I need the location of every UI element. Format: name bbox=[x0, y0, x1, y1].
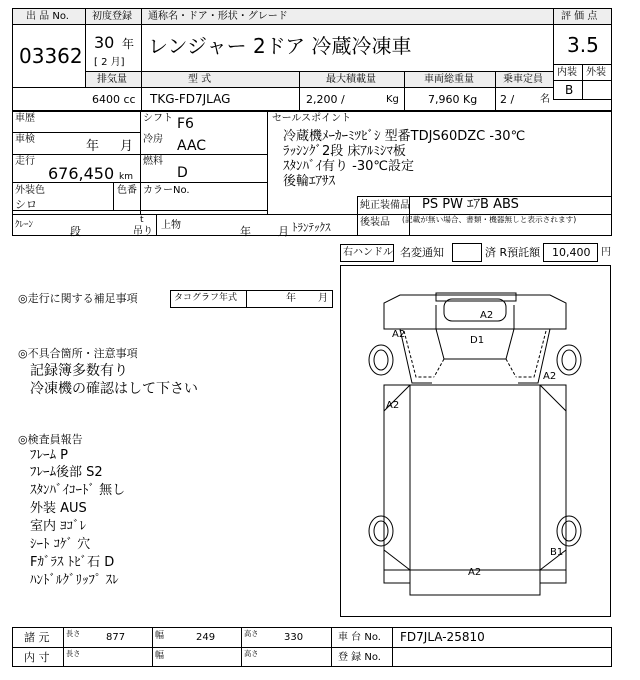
height-label: 高さ bbox=[244, 630, 259, 639]
interior-dims-label: 内 寸 bbox=[24, 651, 50, 664]
first-reg-year: 30 bbox=[94, 33, 115, 52]
color-no-suffix-label: カラーNo. bbox=[143, 185, 190, 196]
dims-label: 諸 元 bbox=[24, 631, 50, 644]
damage-mark: A2 bbox=[392, 329, 406, 340]
sales-point-line: 冷蔵機ﾒｰｶｰﾐﾂﾋﾞｼ 型番TDJS60DZC -30℃ bbox=[283, 129, 526, 144]
chassis-value: FD7JLA-25810 bbox=[400, 630, 485, 644]
aftermarket-note: (記載が無い場合、書類・機器無しと表示されます) bbox=[402, 216, 577, 225]
spec-label-row bbox=[85, 71, 554, 88]
int-length-label: 長さ bbox=[66, 650, 81, 659]
tacho-month-unit: 月 bbox=[318, 293, 328, 304]
body-label: 上物 bbox=[161, 220, 181, 231]
equipment-value: PS PW ｴｱB ABS bbox=[422, 197, 519, 212]
fuel-value: D bbox=[177, 165, 188, 181]
aftermarket-label: 後装品 bbox=[360, 217, 390, 228]
mileage-label: 走行 bbox=[15, 156, 35, 167]
inspection-label: 車検 bbox=[15, 134, 35, 145]
defect-line: 記録簿多数有り bbox=[30, 363, 128, 379]
exterior-grade-cell bbox=[582, 80, 612, 100]
crane-hoist-unit: 吊り bbox=[133, 226, 153, 237]
score-value: 3.5 bbox=[567, 33, 599, 57]
inspector-report-label: ◎検査員報告 bbox=[18, 433, 83, 446]
report-line: 外装 AUS bbox=[30, 501, 87, 516]
capacity-unit: 名 bbox=[540, 94, 550, 105]
displacement-value: 6400 cc bbox=[92, 93, 136, 106]
damage-mark: A2 bbox=[543, 371, 557, 382]
defects-label: ◎不具合箇所・注意事項 bbox=[18, 347, 138, 360]
max-load-value: 2,200 / bbox=[306, 93, 345, 106]
interior-grade: B bbox=[565, 83, 574, 97]
first-reg-label: 初度登録 bbox=[92, 11, 132, 22]
lot-no-label: 出 品 No. bbox=[26, 11, 69, 22]
exterior-color-value: シロ bbox=[15, 198, 37, 211]
tacho-year-unit: 年 bbox=[286, 293, 296, 304]
displacement-label: 排気量 bbox=[97, 74, 127, 85]
first-reg-month: [ 2 月] bbox=[94, 57, 125, 68]
report-line: ｼｰﾄ ｺｹﾞ 穴 bbox=[30, 537, 91, 552]
chassis-label: 車 台 No. bbox=[338, 632, 381, 643]
defect-line: 冷凍機の確認はして下さい bbox=[30, 381, 198, 397]
ac-label: 冷房 bbox=[143, 134, 163, 145]
capacity-label: 乗車定員 bbox=[503, 74, 543, 85]
score-label: 評 価 点 bbox=[561, 11, 598, 22]
body-year-unit: 年 bbox=[240, 225, 251, 238]
first-reg-year-unit: 年 bbox=[122, 37, 135, 51]
reg-label: 登 録 No. bbox=[338, 652, 381, 663]
shift-label: シフト bbox=[143, 113, 173, 124]
name-change-box bbox=[452, 243, 482, 262]
recycle-label: 済 R預託額 bbox=[485, 246, 541, 259]
sales-points-label: セールスポイント bbox=[272, 113, 352, 124]
report-line: Fｶﾞﾗｽ ﾄﾋﾞ石 D bbox=[30, 555, 115, 570]
mileage-value: 676,450 bbox=[48, 164, 115, 183]
width-label: 幅 bbox=[155, 631, 165, 641]
exterior-color-label: 外装色 bbox=[15, 185, 45, 196]
report-line: 室内 ﾖｺﾞﾚ bbox=[30, 519, 87, 534]
model-label: 通称名・ドア・形状・グレード bbox=[148, 11, 288, 22]
crane-ton-unit: t bbox=[140, 215, 144, 225]
gross-weight-label: 車両総重量 bbox=[424, 74, 474, 85]
crane-label: ｸﾚｰﾝ bbox=[15, 220, 34, 230]
report-line: ﾌﾚｰﾑ P bbox=[30, 448, 68, 463]
sales-point-line: ﾗｯｼﾝｸﾞ2段 床ｱﾙﾐｼﾏ板 bbox=[283, 144, 406, 159]
ac-value: AAC bbox=[177, 138, 207, 154]
damage-mark: A2 bbox=[480, 310, 494, 321]
damage-mark: A2 bbox=[468, 567, 482, 578]
capacity-value: 2 / bbox=[500, 93, 515, 106]
type-label: 型 式 bbox=[188, 74, 212, 85]
damage-mark: D1 bbox=[470, 335, 485, 346]
damage-mark: B1 bbox=[550, 547, 564, 558]
lot-no: 03362 bbox=[19, 44, 83, 68]
length-value: 877 bbox=[106, 632, 126, 643]
gross-weight-value: 7,960 Kg bbox=[428, 93, 478, 106]
width-value: 249 bbox=[196, 632, 216, 643]
recycle-value: 10,400 bbox=[552, 246, 591, 259]
inspection-year-unit: 年 bbox=[86, 139, 100, 154]
report-line: ﾌﾚｰﾑ後部 S2 bbox=[30, 465, 103, 480]
mileage-unit: km bbox=[119, 172, 133, 182]
sales-point-line: ｽﾀﾝﾊﾞｲ有り -30℃設定 bbox=[283, 159, 414, 174]
height-value: 330 bbox=[284, 632, 304, 643]
shift-value: F6 bbox=[177, 116, 194, 132]
body-month-unit: 月 bbox=[278, 225, 289, 238]
interior-label: 内装 bbox=[557, 67, 577, 78]
crane-stage-unit: 段 bbox=[70, 225, 81, 238]
recycle-unit: 円 bbox=[601, 247, 611, 258]
exterior-label: 外装 bbox=[586, 67, 606, 78]
history-label: 車歴 bbox=[15, 113, 35, 124]
report-line: ｽﾀﾝﾊﾞｲｺｰﾄﾞ 無し bbox=[30, 483, 126, 498]
inspection-month-unit: 月 bbox=[120, 139, 134, 154]
color-no-label: 色番 bbox=[117, 185, 137, 196]
name-change-label: 名変通知 bbox=[400, 246, 444, 259]
max-load-unit: Kg bbox=[386, 94, 399, 105]
sales-point-line: 後輪ｴｱｻｽ bbox=[283, 174, 336, 189]
damage-mark: A2 bbox=[386, 400, 400, 411]
driving-notes-label: ◎走行に関する補足事項 bbox=[18, 292, 138, 305]
length-label: 長さ bbox=[66, 630, 81, 639]
model-name: レンジャー 2ドア 冷蔵冷凍車 bbox=[148, 34, 412, 58]
type-value: TKG-FD7JLAG bbox=[150, 92, 231, 106]
body-maker: ﾄﾗﾝﾃｯｸｽ bbox=[292, 221, 331, 234]
truck-diagram bbox=[340, 265, 611, 617]
int-width-label: 幅 bbox=[155, 651, 165, 661]
equipment-label: 純正装備品 bbox=[360, 200, 410, 211]
max-load-label: 最大積載量 bbox=[326, 74, 376, 85]
report-line: ﾊﾝﾄﾞﾙｸﾞﾘｯﾌﾟ ｽﾚ bbox=[30, 573, 119, 588]
tacho-label: タコグラフ年式 bbox=[174, 293, 238, 303]
int-height-label: 高さ bbox=[244, 650, 259, 659]
rhd-label: 右ハンドル bbox=[343, 247, 393, 258]
fuel-label: 燃料 bbox=[143, 156, 163, 167]
